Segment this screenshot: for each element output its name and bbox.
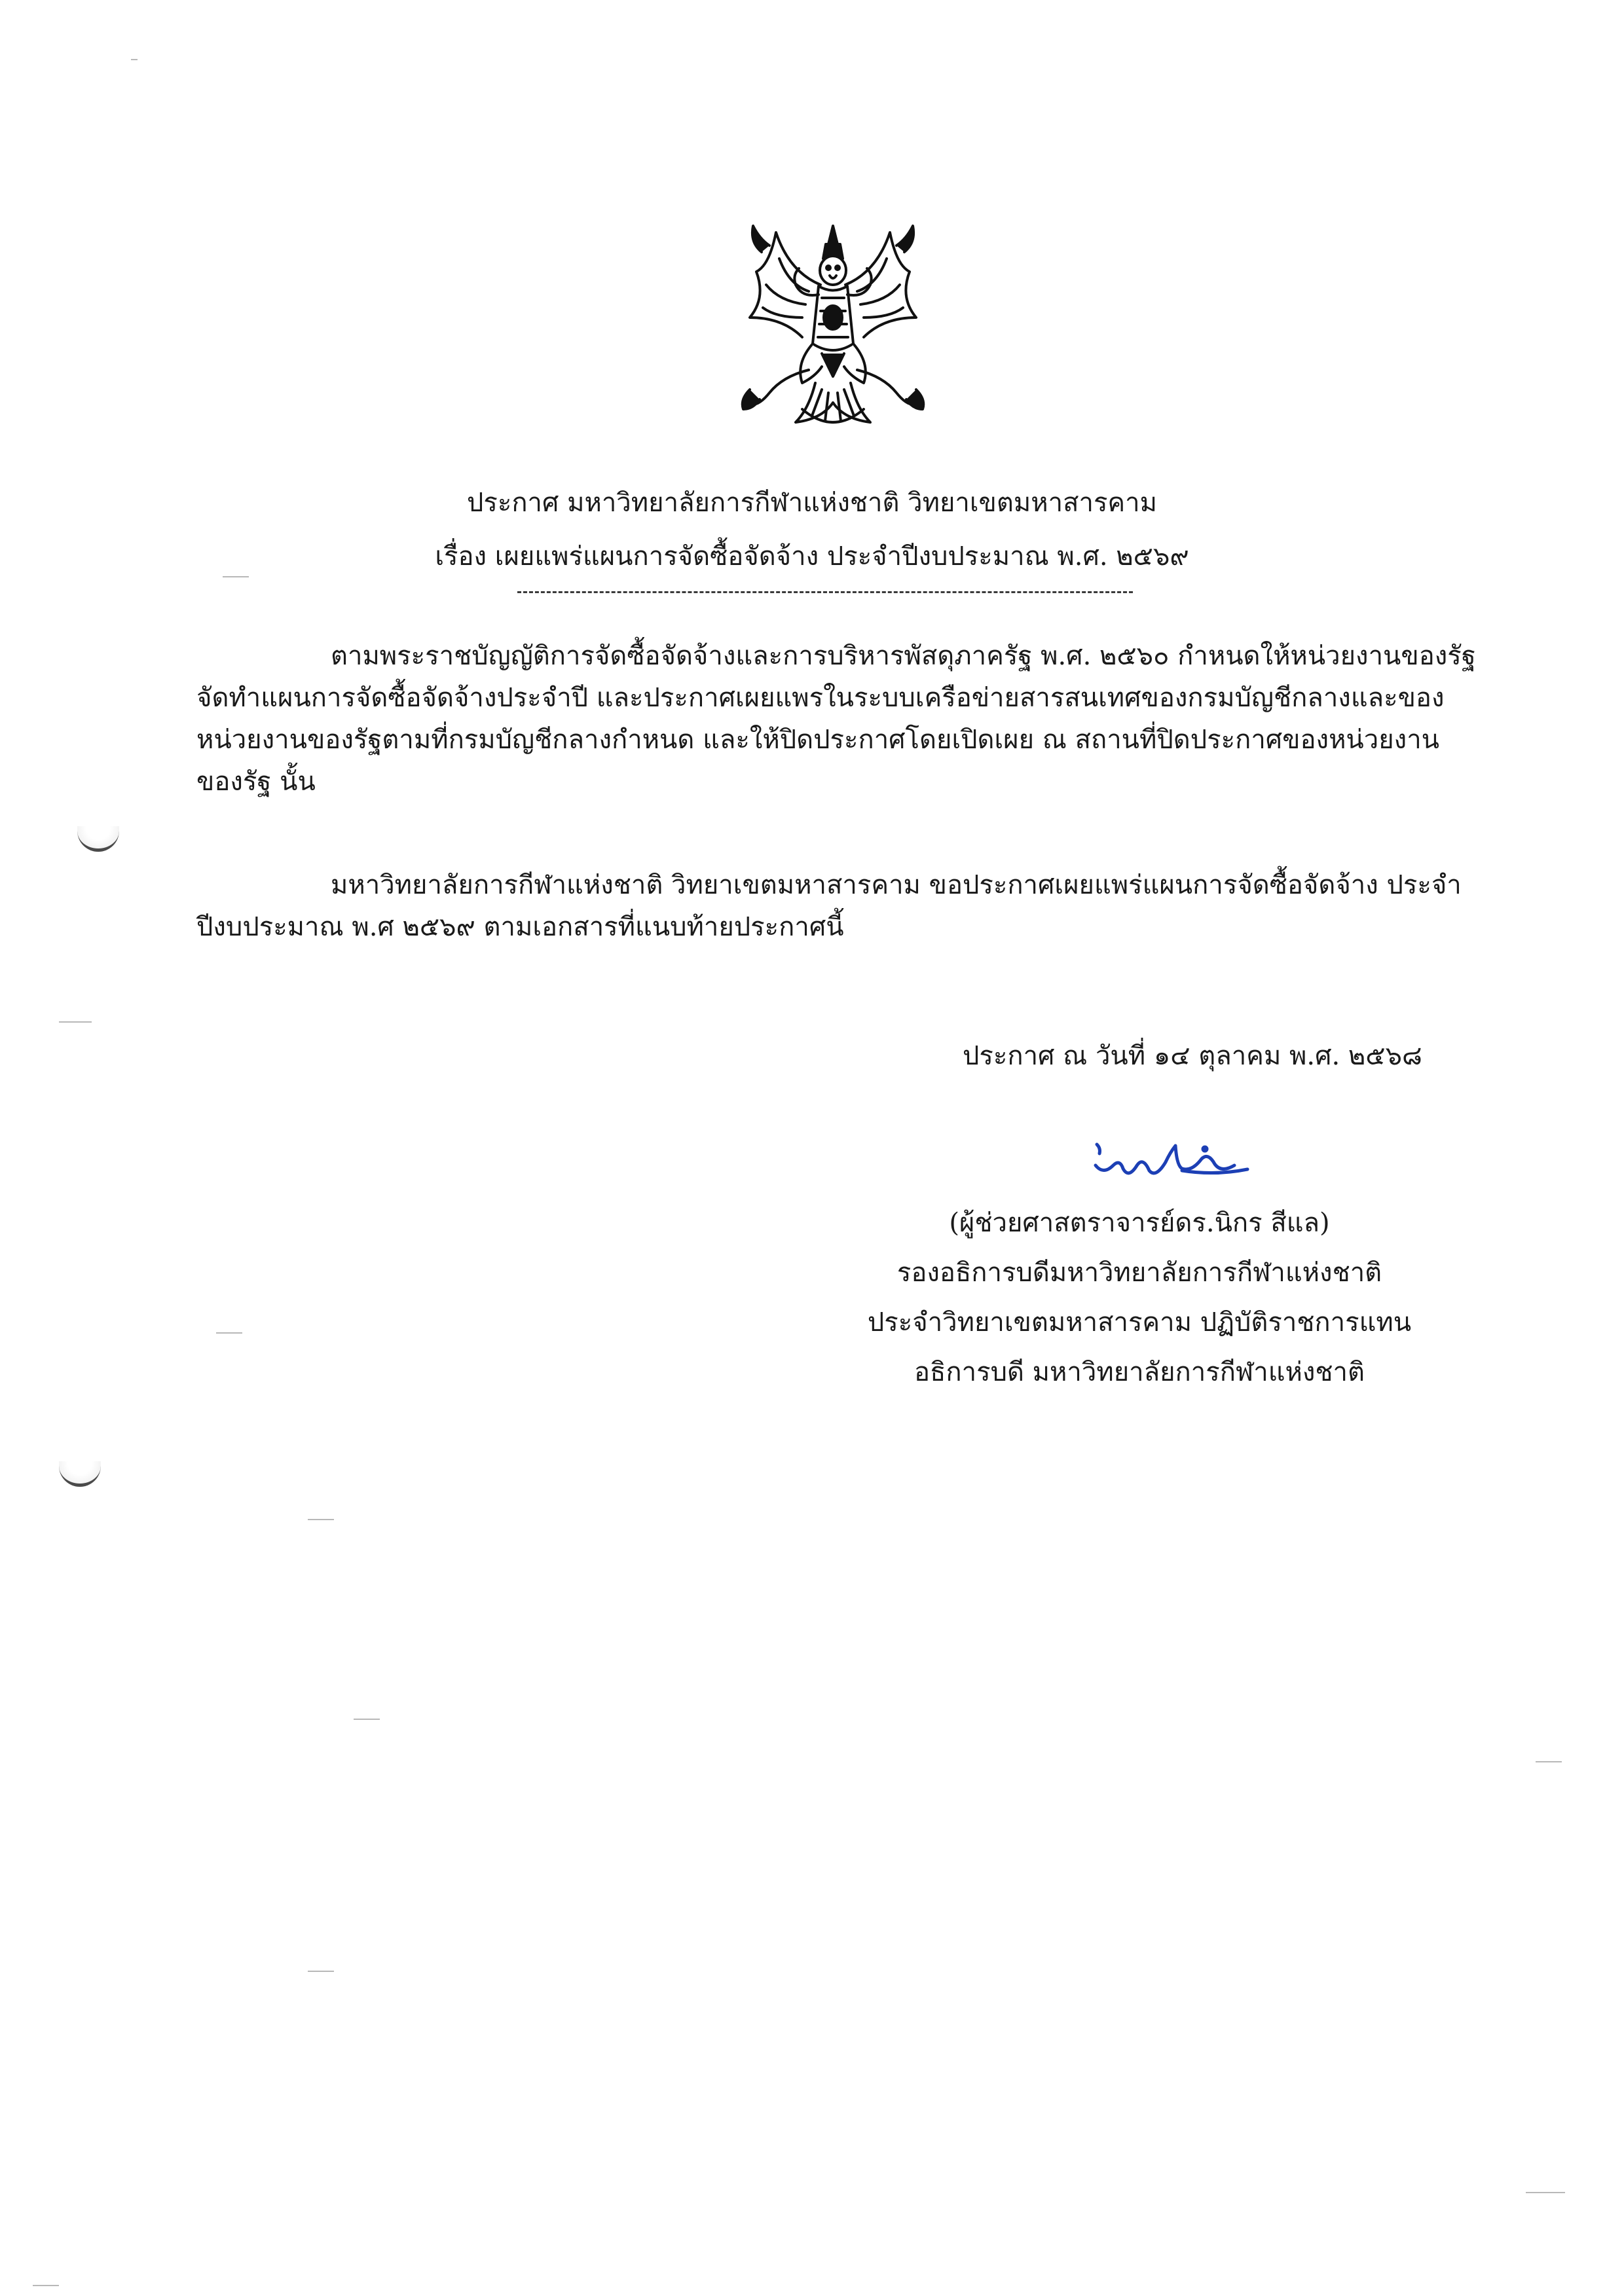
body-paragraph-1: [196, 635, 1476, 803]
body-paragraph-2: [196, 864, 1462, 948]
scan-artifact: [216, 1332, 242, 1334]
announcement-header-line1: ประกาศ มหาวิทยาลัยการกีฬาแห่งชาติ วิทยาเขตมหาสารคาม: [466, 488, 1158, 518]
signatory-title: รองอธิการบดีมหาวิทยาลัยการกีฬาแห่งชาติ: [896, 1258, 1382, 1288]
announcement-date: ประกาศ ณ วันที่ ๑๔ ตุลาคม พ.ศ. ๒๕๖๘: [963, 1041, 1422, 1071]
paragraph-line: จัดทำแผนการจัดซื้อจัดจ้างประจำปี และประกาศเผยแพรในระบบเครือข่ายสารสนเทศของกรมบัญชีกลางและของ: [196, 683, 1445, 713]
paragraph-line: หน่วยงานของรัฐตามที่กรมบัญชีกลางกำหนด และให้ปิดประกาศโดยเปิดเผย ณ สถานที่ปิดประกาศของหน่วยงาน: [196, 725, 1440, 755]
scan-artifact: [131, 59, 138, 60]
scan-artifact: [223, 576, 249, 577]
signatory-title: ประจำวิทยาเขตมหาสารคาม ปฏิบัติราชการแทน: [867, 1307, 1412, 1338]
announcement-subject: เรื่อง เผยแพร่แผนการจัดซื้อจัดจ้าง ประจำปีงบประมาณ พ.ศ. ๒๕๖๙: [435, 541, 1189, 572]
paragraph-line: ปีงบประมาณ พ.ศ ๒๕๖๙ ตามเอกสารที่แนบท้ายประกาศนี้: [196, 912, 844, 942]
punch-hole: [77, 826, 119, 852]
paragraph-line: ตามพระราชบัญญัติการจัดซื้อจัดจ้างและการบริหารพัสดุภาครัฐ พ.ศ. ๒๕๖๐ กำหนดให้หน่วยงานของรัฐ: [331, 641, 1476, 671]
signatory-name: (ผู้ช่วยศาสตราจารย์ดร.นิกร สีแล): [949, 1208, 1330, 1238]
scan-artifact: [1526, 2192, 1565, 2193]
scan-artifact: [33, 2285, 59, 2286]
scan-artifact: [1536, 1761, 1562, 1762]
scan-artifact: [59, 1021, 92, 1023]
punch-hole: [59, 1461, 101, 1487]
paragraph-line: มหาวิทยาลัยการกีฬาแห่งชาติ วิทยาเขตมหาสารคาม ขอประกาศเผยแพร่แผนการจัดซื้อจัดจ้าง ประจำ: [331, 870, 1462, 900]
scan-artifact: [354, 1719, 380, 1720]
signatory-title: อธิการบดี มหาวิทยาลัยการกีฬาแห่งชาติ: [913, 1357, 1365, 1387]
garuda-emblem-icon: [730, 213, 936, 439]
divider: [517, 591, 1133, 593]
scan-artifact: [308, 1971, 334, 1972]
paragraph-line: ของรัฐ นั้น: [196, 767, 316, 797]
scan-artifact: [308, 1519, 334, 1520]
signatory-block: [851, 1201, 1428, 1394]
handwritten-signature-icon: [1084, 1139, 1254, 1185]
